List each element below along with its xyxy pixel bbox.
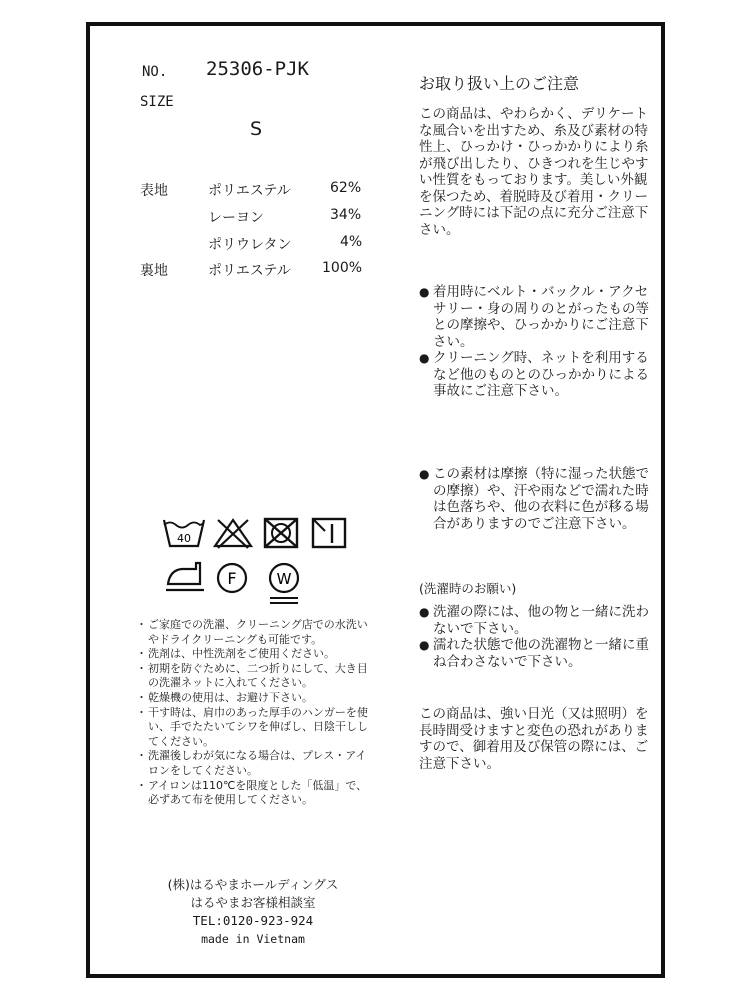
country-of-origin: made in Vietnam <box>201 932 305 946</box>
composition-percent: 34% <box>330 207 362 223</box>
home-note: ・ 干す時は、肩巾のあった厚手のハンガーを使い、手でたたいてシワを伸ばし、日陰干ししてください。 <box>138 706 368 750</box>
home-note: ・ 初期を防ぐために、二つ折りにして、大き目の洗濯ネットに入れてください。 <box>138 662 368 691</box>
home-note: ・ 洗剤は、中性洗剤をご使用ください。 <box>138 647 368 662</box>
no-bleach-icon <box>212 516 254 550</box>
home-note: ・ アイロンは110℃を限度とした「低温」で、必ずあて布を使用してください。 <box>138 779 368 808</box>
composition-percent: 100% <box>322 260 363 276</box>
composition-material: レーヨン <box>208 210 264 226</box>
company-dept: はるやまお客様相談室 <box>190 895 316 910</box>
wet-clean-w-icon <box>264 560 304 610</box>
company-info <box>128 876 378 948</box>
composition-material: ポリウレタン <box>208 237 292 253</box>
caution-bullet: ● 濡れた状態で他の洗濯物と一緒に重ね合わさないで下さい。 <box>419 637 654 670</box>
caution-bullet: ● 着用時にベルト・バックル・アクセサリー・身の周りのとがったもの等との摩擦や、ひっかかりにご注意下さい。 <box>419 284 654 350</box>
wash-temp: 40 <box>177 532 191 545</box>
company-tel: TEL:0120-923-924 <box>192 913 314 928</box>
composition-percent: 4% <box>340 234 363 250</box>
no-tumble-dry-icon <box>262 516 300 550</box>
caution-intro: この商品は、やわらかく、デリケートな風合いを出すため、糸及び素材の特性上、ひっかけ・ひっかかりにより糸が飛び出したり、ひきつれを生じやすい性質をもっております。美しい外観を保つため、着脱時及び着用・クリーニング時には下記の点に充分ご注意下さい。 <box>419 106 649 238</box>
caution-bullet: ● この素材は摩擦（特に湿った状態での摩擦）や、汗や雨などで濡れた時は色落ちや、他の衣料に色が移る場合がありますのでご注意下さい。 <box>419 466 654 532</box>
caution-title: お取り扱い上のご注意 <box>419 74 580 93</box>
sunlight-caution: この商品は、強い日光（又は照明）を長時間受けますと変色の恐れがありますので、御着用及び保管の際には、ご注意下さい。 <box>419 706 649 772</box>
company-name: (株)はるやまホールディングス <box>167 877 339 892</box>
composition-material: ポリエステル <box>208 263 291 279</box>
dry-clean-letter: F <box>227 569 237 588</box>
caution-bullets-1 <box>419 284 654 400</box>
home-note: ・ ご家庭での洗濯、クリーニング店での水洗いやドライクリーニングも可能です。 <box>138 618 368 647</box>
product-no-value: 25306-PJK <box>206 58 309 80</box>
caution-bullet: ● クリーニング時、ネットを利用するなど他のものとのひっかかりによる事故にご注意下さい。 <box>419 350 654 400</box>
dry-clean-f-icon <box>214 560 250 596</box>
caution-friction <box>419 466 654 532</box>
line-dry-shade-icon <box>310 516 348 550</box>
composition-part: 裏地 <box>140 263 168 279</box>
wash-request-heading: (洗濯時のお願い) <box>419 581 517 596</box>
product-no-label: NO. <box>142 64 168 80</box>
wet-clean-letter: W <box>276 570 292 588</box>
home-note: ・ 乾燥機の使用は、お避け下さい。 <box>138 691 368 706</box>
composition-percent: 62% <box>330 180 362 196</box>
iron-low-icon <box>162 558 210 594</box>
caution-bullets-2 <box>419 604 654 670</box>
home-care-notes <box>138 618 368 808</box>
home-note: ・ 洗濯後しわが気になる場合は、プレス・アイロンをしてください。 <box>138 749 368 778</box>
wash-tub-40-icon <box>162 516 206 550</box>
size-label: SIZE <box>140 94 174 110</box>
composition-material: ポリエステル <box>208 183 291 199</box>
size-value: S <box>250 118 263 140</box>
caution-bullet: ● 洗濯の際には、他の物と一緒に洗わないで下さい。 <box>419 604 654 637</box>
care-label <box>86 22 665 978</box>
composition-part: 表地 <box>140 183 168 199</box>
